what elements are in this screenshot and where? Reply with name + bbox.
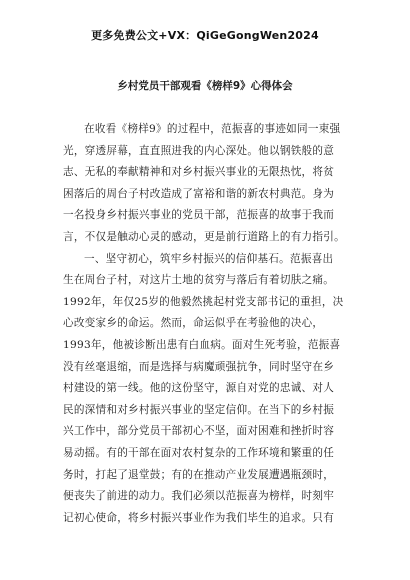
paragraph-line: 言，不仅是触动心灵的感动，更是前行道路上的有力指引。 [63,230,345,243]
paragraph-line: 村建设的第一线。他的这份坚守，源自对党的忠诚、对人 [63,382,335,395]
document-title: 乡村党员干部观看《榜样9》心得体会 [117,80,293,92]
paragraph-line: 一名投身乡村振兴事业的党员干部，范振喜的故事于我而 [63,209,335,222]
paragraph-line: 没有丝毫退缩，而是选择与病魔顽强抗争，同时坚守在乡 [63,360,335,373]
paragraph-line: 一、坚守初心，筑牢乡村振兴的信仰基石。范振喜出 [84,252,334,265]
paragraph-line: 易动摇。有的干部在面对农村复杂的工作环境和繁重的任 [63,446,335,459]
paragraph-line: 便丧失了前进的动力。我们必须以范振喜为榜样，时刻牢 [63,490,335,503]
paragraph-line: 志、无私的奉献精神和对乡村振兴事业的无限热忱，将贫 [63,166,335,179]
paragraph-line: 在收看《榜样9》的过程中，范振喜的事迹如同一束强 [84,123,341,135]
promo-header: 更多免费公文+VX：QiGeGongWen2024 [91,29,319,42]
paragraph-line: 记初心使命，将乡村振兴事业作为我们毕生的追求。只有 [63,511,335,524]
paragraph-line: 务时，打起了退堂鼓；有的在推动产业发展遭遇瓶颈时， [63,468,335,481]
paragraph-line: 1993年，他被诊断出患有白血病。面对生死考验，范振喜 [63,338,341,351]
paragraph-line: 兴工作中，部分党员干部初心不坚，面对困难和挫折时容 [63,425,335,438]
paragraph-line: 光，穿透屏幕，直直照进我的内心深处。他以钢铁般的意 [63,144,335,157]
document-body [63,119,353,529]
paragraph-line: 民的深情和对乡村振兴事业的坚定信仰。在当下的乡村振 [63,403,335,416]
paragraph-line: 生在周台子村，对这片土地的贫穷与落后有着切肤之痛。 [63,274,335,287]
paragraph-line: 1992年，年仅25岁的他毅然挑起村党支部书记的重担，决 [63,295,344,308]
paragraph-line: 困落后的周台子村改造成了富裕和谐的新农村典范。身为 [63,187,335,200]
paragraph-line: 心改变家乡的命运。然而，命运似乎在考验他的决心， [63,317,324,330]
